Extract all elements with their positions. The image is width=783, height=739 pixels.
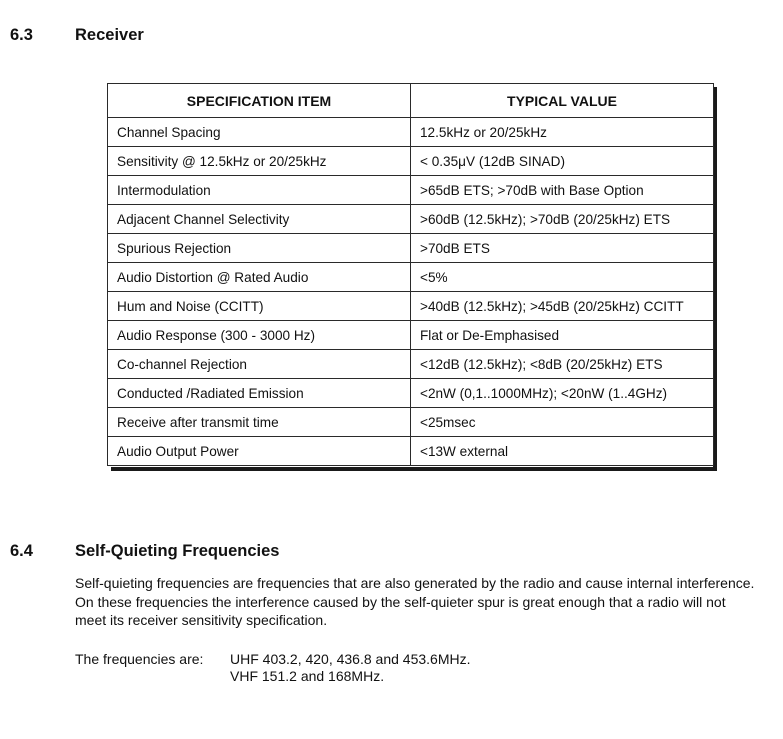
spec-item-cell: Intermodulation [108, 176, 411, 205]
table-row [108, 234, 714, 263]
section-number: 6.3 [10, 26, 33, 44]
self-quieting-paragraph: Self-quieting frequencies are frequencies that are also generated by the radio and cause internal interference. On these frequencies the interference caused by the self-quieter spur is great enough that a radio will not meet its receiver sensitivity specification. [75, 575, 755, 628]
table-row [108, 321, 714, 350]
spec-table-container [107, 83, 713, 467]
spec-item-cell: Channel Spacing [108, 118, 411, 147]
table-row [108, 147, 714, 176]
table-row [108, 437, 714, 466]
spec-value-cell: >40dB (12.5kHz); >45dB (20/25kHz) CCITT [411, 292, 714, 321]
spec-value-cell: >60dB (12.5kHz); >70dB (20/25kHz) ETS [411, 205, 714, 234]
column-header-value: TYPICAL VALUE [411, 84, 714, 118]
spec-value-cell: < 0.35μV (12dB SINAD) [411, 147, 714, 176]
table-row [108, 118, 714, 147]
column-header-item: SPECIFICATION ITEM [108, 84, 411, 118]
table-row [108, 176, 714, 205]
spec-value-cell: <2nW (0,1..1000MHz); <20nW (1..4GHz) [411, 379, 714, 408]
spec-value-cell: <5% [411, 263, 714, 292]
spec-item-cell: Adjacent Channel Selectivity [108, 205, 411, 234]
spec-value-cell: >70dB ETS [411, 234, 714, 263]
spec-table [107, 83, 714, 466]
spec-value-cell: <13W external [411, 437, 714, 466]
spec-item-cell: Spurious Rejection [108, 234, 411, 263]
spec-value-cell: Flat or De-Emphasised [411, 321, 714, 350]
table-row [108, 263, 714, 292]
spec-value-cell: 12.5kHz or 20/25kHz [411, 118, 714, 147]
spec-item-cell: Audio Distortion @ Rated Audio [108, 263, 411, 292]
spec-item-cell: Co-channel Rejection [108, 350, 411, 379]
table-row [108, 408, 714, 437]
spec-item-cell: Audio Response (300 - 3000 Hz) [108, 321, 411, 350]
table-row [108, 292, 714, 321]
table-row [108, 350, 714, 379]
spec-item-cell: Hum and Noise (CCITT) [108, 292, 411, 321]
table-header-row [108, 84, 714, 118]
spec-value-cell: >65dB ETS; >70dB with Base Option [411, 176, 714, 205]
spec-value-cell: <12dB (12.5kHz); <8dB (20/25kHz) ETS [411, 350, 714, 379]
spec-item-cell: Receive after transmit time [108, 408, 411, 437]
spec-item-cell: Conducted /Radiated Emission [108, 379, 411, 408]
frequencies-label: The frequencies are: [75, 651, 204, 667]
table-row [108, 205, 714, 234]
section-title: Receiver [75, 26, 144, 44]
section-number: 6.4 [10, 542, 33, 560]
spec-value-cell: <25msec [411, 408, 714, 437]
frequencies-uhf: UHF 403.2, 420, 436.8 and 453.6MHz. [230, 651, 471, 667]
section-title: Self-Quieting Frequencies [75, 542, 280, 560]
spec-item-cell: Sensitivity @ 12.5kHz or 20/25kHz [108, 147, 411, 176]
table-row [108, 379, 714, 408]
spec-item-cell: Audio Output Power [108, 437, 411, 466]
frequencies-vhf: VHF 151.2 and 168MHz. [230, 668, 385, 684]
